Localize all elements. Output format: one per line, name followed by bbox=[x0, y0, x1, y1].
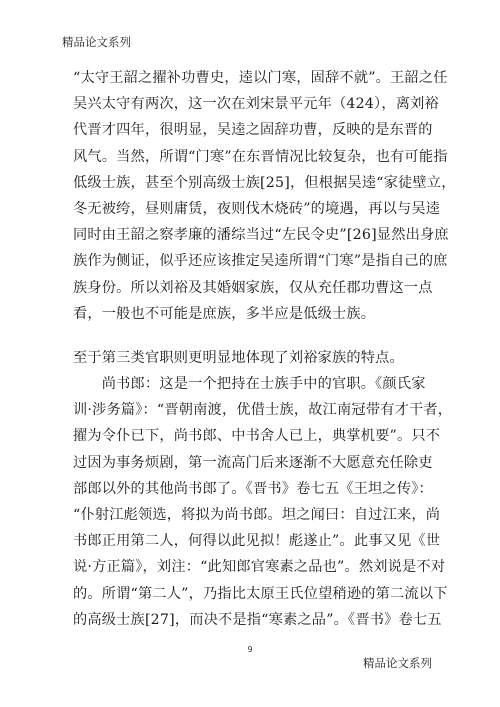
text-line: 部郎以外的其他尚书郎了。《晋书》卷七五《王坦之传》： bbox=[73, 480, 433, 497]
text-line: 族身份。所以刘裕及其婚姻家族，仅从充任郡功曹这一点 bbox=[73, 279, 433, 296]
text-line: 族作为侧证，似乎还应该推定吴逵所谓“门寒”是指自己的庶 bbox=[73, 253, 448, 270]
paragraph-1 bbox=[73, 65, 456, 327]
text-line: 的高级士族[27]，而决不是指“寒素之品”。《晋书》卷七五 bbox=[73, 611, 442, 628]
page-footer: 精品论文系列 bbox=[363, 656, 432, 670]
text-line: 吴兴太守有两次，这一次在刘宋景平元年（424），离刘裕 bbox=[73, 96, 439, 113]
text-line: 同时由王韶之察孝廉的潘综当过“左民令史”[26]显然出身庶 bbox=[73, 227, 449, 244]
text-line: 的。所谓“第二人”，乃指比太原王氏位望稍逊的第二流以下 bbox=[73, 585, 448, 602]
text-line: “太守王韶之擢补功曹史，逵以门寒，固辞不就”。王韶之任 bbox=[73, 70, 448, 86]
paragraph-2-line: 至于第三类官职则更明显地体现了刘裕家族的特点。 bbox=[73, 350, 404, 366]
paragraph-3 bbox=[73, 371, 453, 633]
text-line: 低级士族，甚至个别高级士族[25]，但根据吴逵“家徒壁立， bbox=[73, 174, 456, 191]
text-line: 尚书郎：这是一个把持在士族手中的官职。《颜氏家 bbox=[73, 376, 426, 392]
text-line: 擢为令仆已下，尚书郎、中书舍人已上，典掌机要”。只不 bbox=[73, 428, 441, 445]
page-number: 9 bbox=[247, 645, 253, 654]
text-line: 冬无被绔，昼则庸赁，夜则伐木烧砖”的境遇，再以与吴逵 bbox=[73, 201, 441, 218]
text-line: 训·涉务篇》：“晋朝南渡，优借士族，故江南冠带有才干者， bbox=[73, 402, 453, 419]
text-line: 说·方正篇》，刘注：“此知郎官寒素之品也”。然刘说是不对 bbox=[73, 559, 446, 576]
page-header: 精品论文系列 bbox=[62, 35, 131, 49]
text-line: 看，一般也不可能是庶族，多半应是低级士族。 bbox=[73, 305, 376, 322]
text-line: 代晋才四年，很明显，吴逵之固辞功曹，反映的是东晋的 bbox=[73, 122, 433, 139]
text-line: 书郎正用第二人，何得以此见拟！彪遂止”。此事又见《世 bbox=[73, 533, 441, 550]
paragraph-2 bbox=[73, 345, 429, 371]
text-line: 风气。当然，所谓“门寒”在东晋情况比较复杂，也有可能指 bbox=[73, 148, 448, 165]
text-line: “仆射江彪领选，将拟为尚书郎。坦之闻曰：自过江来，尚 bbox=[73, 507, 441, 524]
text-line: 过因为事务烦剧，第一流高门后来逐渐不大愿意充任除吏 bbox=[73, 454, 433, 471]
